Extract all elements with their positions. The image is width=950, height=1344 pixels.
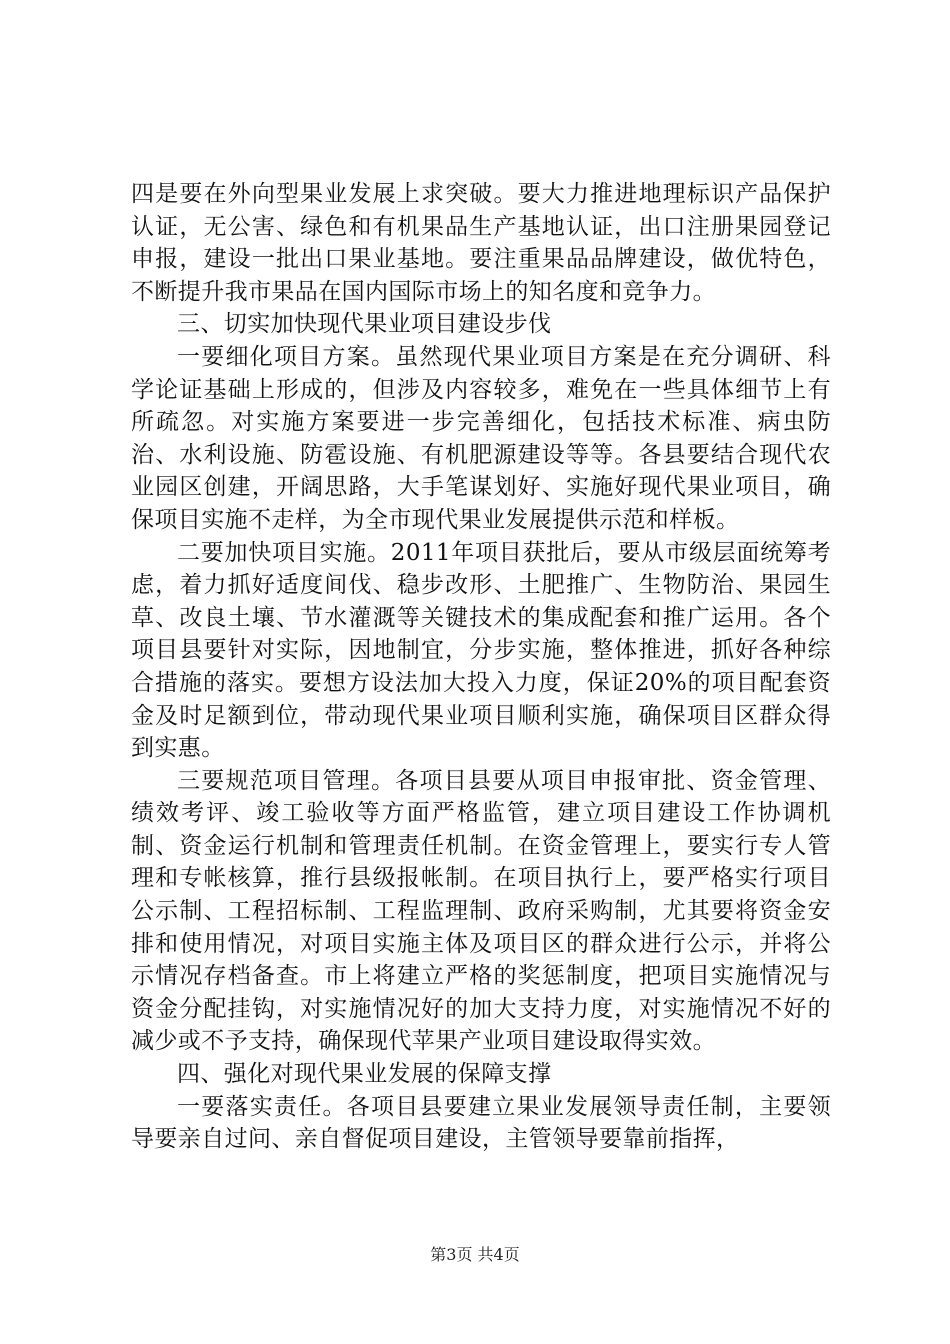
paragraph: 二要加快项目实施。2011年项目获批后，要从市级层面统筹考虑，着力抓好适度间伐、稳步改形、土肥推广、生物防治、果园生草、改良土壤、节水灌溉等关键技术的集成配套和推广运用。各个项目县要针对实际，因地制宜，分步实施，整体推进，抓好各种综合措施的落实。要想方设法加大投入力度，保证20%的项目配套资金及时足额到位，带动现代果业项目顺利实施，确保项目区群众得到实惠。	[131, 539, 831, 762]
paragraph: 一要细化项目方案。虽然现代果业项目方案是在充分调研、科学论证基础上形成的，但涉及内容较多，难免在一些具体细节上有所疏忽。对实施方案要进一步完善细化，包括技术标准、病虫防治、水利设施、防雹设施、有机肥源建设等等。各县要结合现代农业园区创建，开阔思路，大手笔谋划好、实施好现代果业项目，确保项目实施不走样，为全市现代果业发展提供示范和样板。	[131, 343, 831, 533]
paragraph: 一要落实责任。各项目县要建立果业发展领导责任制，主要领导要亲自过问、亲自督促项目建设，主管领导要靠前指挥，	[131, 1093, 831, 1153]
section-heading: 四、强化对现代果业发展的保障支撑	[177, 1061, 552, 1088]
page-footer: 第3页 共4页	[430, 1245, 520, 1264]
paragraph: 四是要在外向型果业发展上求突破。要大力推进地理标识产品保护认证，无公害、绿色和有机果品生产基地认证，出口注册果园登记申报，建设一批出口果业基地。要注重果品品牌建设，做优特色，不断提升我市果品在国内国际市场上的知名度和竞争力。	[131, 181, 831, 305]
document-body	[131, 178, 831, 1156]
paragraph: 三要规范项目管理。各项目县要从项目申报审批、资金管理、绩效考评、竣工验收等方面严格监管，建立项目建设工作协调机制、资金运行机制和管理责任机制。在资金管理上，要实行专人管理和专帐核算，推行县级报帐制。在项目执行上，要严格实行项目公示制、工程招标制、工程监理制、政府采购制，尤其要将资金安排和使用情况，对项目实施主体及项目区的群众进行公示，并将公示情况存档备查。市上将建立严格的奖惩制度，把项目实施情况与资金分配挂钩，对实施情况好的加大支持力度，对实施情况不好的减少或不予支持，确保现代苹果产业项目建设取得实效。	[131, 767, 831, 1055]
section-heading: 三、切实加快现代果业项目建设步伐	[177, 311, 552, 338]
